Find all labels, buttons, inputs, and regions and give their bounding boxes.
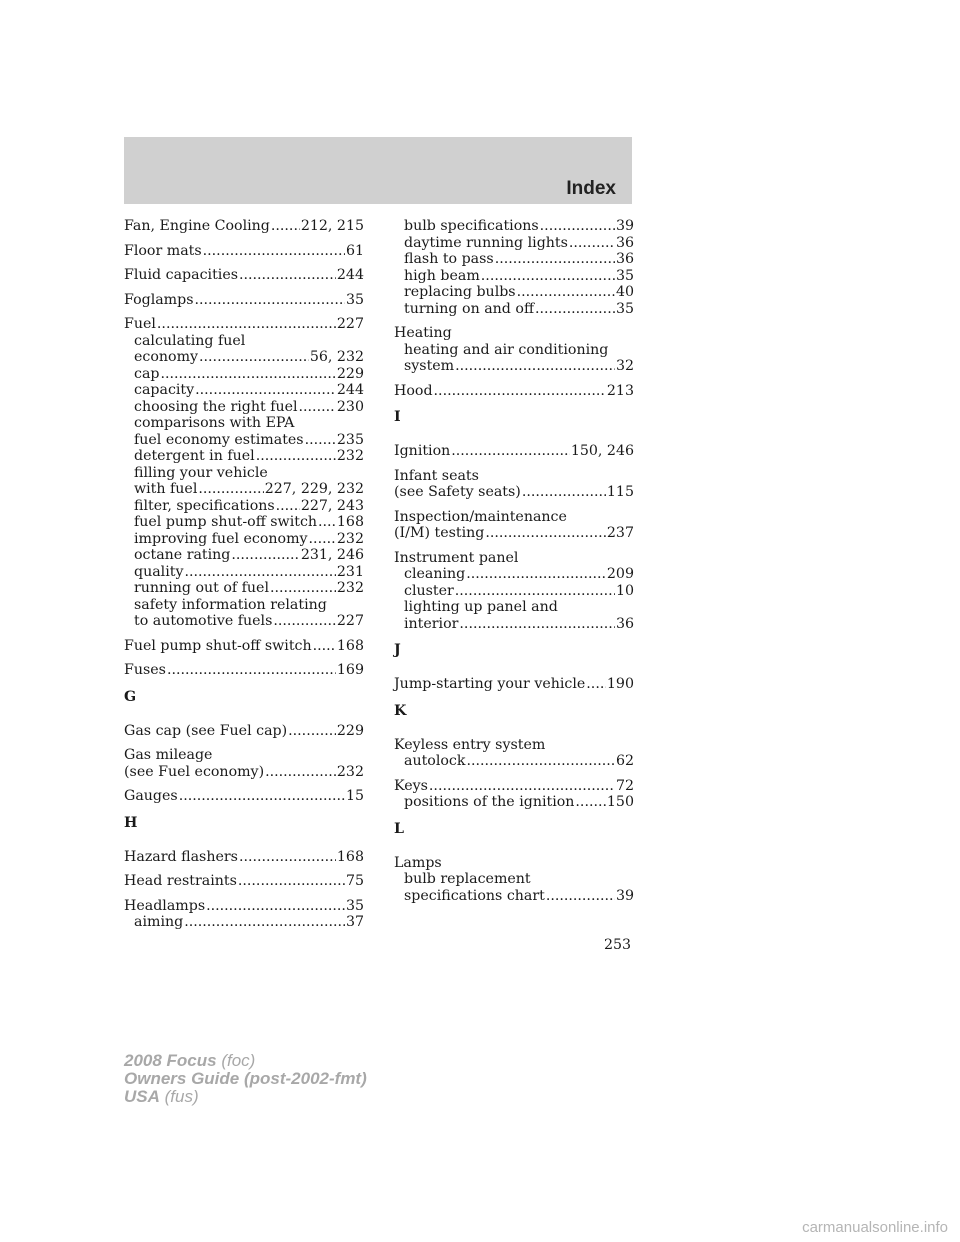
entry-page-ref: 39 xyxy=(615,887,634,904)
dot-leader xyxy=(271,218,300,235)
entry-page-ref: 32 xyxy=(615,358,634,374)
entry-page-ref: 244 xyxy=(336,382,364,398)
entry-text: Fuel pump shut-off switch xyxy=(124,637,312,654)
index-entry xyxy=(124,898,364,931)
index-entry xyxy=(124,243,364,260)
index-subentry xyxy=(394,342,634,359)
index-subentry xyxy=(124,382,364,399)
index-entry-line xyxy=(124,747,364,764)
entry-text: to automotive fuels xyxy=(134,613,273,629)
dot-leader xyxy=(238,873,345,890)
entry-text: high beam xyxy=(404,267,480,284)
index-subentry xyxy=(124,613,364,630)
dot-leader xyxy=(161,366,336,383)
index-entry xyxy=(394,778,634,811)
index-subentry xyxy=(124,914,364,931)
entry-text: flash to pass xyxy=(404,251,494,267)
entry-text: Instrument panel xyxy=(394,549,519,566)
entry-text: Fan, Engine Cooling xyxy=(124,218,270,234)
index-entry xyxy=(124,218,364,235)
index-entry xyxy=(124,747,364,780)
entry-page-ref: 231 xyxy=(336,563,364,580)
footer-guide: Owners Guide (post-2002-fmt) xyxy=(124,1069,367,1088)
entry-text: Keyless entry system xyxy=(394,736,546,753)
index-subentry xyxy=(394,753,634,770)
index-entry xyxy=(394,676,634,693)
dot-leader xyxy=(313,638,336,655)
entry-text: economy xyxy=(134,349,199,365)
dot-leader xyxy=(434,383,606,400)
entry-text: Hood xyxy=(394,382,433,399)
entry-text: (I/M) testing xyxy=(394,525,485,541)
entry-page-ref: 244 xyxy=(336,267,364,283)
entry-text: cleaning xyxy=(404,566,466,582)
index-subentry xyxy=(124,597,364,614)
dot-leader xyxy=(517,284,615,301)
index-section-letter: L xyxy=(394,820,404,837)
dot-leader xyxy=(265,764,336,781)
entry-page-ref: 212, 215 xyxy=(300,218,364,234)
dot-leader xyxy=(299,399,336,416)
index-entry xyxy=(394,325,634,375)
entry-page-ref: 15 xyxy=(345,788,364,804)
index-entry xyxy=(124,662,364,679)
entry-page-ref: 235 xyxy=(336,431,364,448)
dot-leader xyxy=(256,448,336,465)
index-subentry xyxy=(124,481,364,498)
index-entry-line xyxy=(394,550,634,567)
entry-page-ref: 37 xyxy=(345,914,364,930)
document-footer xyxy=(124,1052,367,1106)
entry-text: Gas cap (see Fuel cap) xyxy=(124,722,288,739)
dot-leader xyxy=(157,316,336,333)
entry-page-ref: 227, 243 xyxy=(300,497,364,514)
dot-leader xyxy=(429,778,615,795)
index-entry-line xyxy=(394,468,634,485)
index-subentry xyxy=(124,531,364,548)
entry-text: bulb specifications xyxy=(404,218,539,234)
dot-leader xyxy=(305,432,336,449)
entry-text: running out of fuel xyxy=(134,580,269,596)
index-entry xyxy=(124,873,364,890)
entry-page-ref: 227 xyxy=(336,316,364,332)
entry-page-ref: 150, 246 xyxy=(570,443,634,459)
entry-page-ref: 35 xyxy=(345,897,364,914)
entry-page-ref: 35 xyxy=(615,300,634,317)
dot-leader xyxy=(495,251,615,268)
dot-leader xyxy=(195,292,345,309)
dot-leader xyxy=(540,218,615,235)
dot-leader xyxy=(184,914,345,931)
entry-text: filter, specifications xyxy=(134,497,275,514)
dot-leader xyxy=(276,498,300,515)
entry-text: choosing the right fuel xyxy=(134,398,298,415)
entry-text: Ignition xyxy=(394,443,451,459)
entry-text: Fuses xyxy=(124,662,166,678)
entry-page-ref: 232 xyxy=(336,580,364,596)
footer-model: 2008 Focus xyxy=(124,1051,217,1070)
dot-leader xyxy=(239,267,336,284)
entry-text: Gas mileage xyxy=(124,747,213,763)
index-entry-line xyxy=(124,218,364,235)
entry-text: safety information relating xyxy=(134,596,327,613)
index-subentry xyxy=(394,235,634,252)
entry-page-ref: 232 xyxy=(336,530,364,547)
entry-text: interior xyxy=(404,615,459,632)
entry-page-ref: 10 xyxy=(615,582,634,599)
index-entry-line xyxy=(124,898,364,915)
index-subentry xyxy=(124,366,364,383)
entry-text: system xyxy=(404,358,455,374)
entry-text: improving fuel economy xyxy=(134,530,308,547)
index-entry-line xyxy=(394,325,634,342)
index-entry-line xyxy=(394,778,634,795)
index-entry-line xyxy=(124,849,364,866)
index-entry xyxy=(124,267,364,284)
index-subentry xyxy=(124,432,364,449)
dot-leader xyxy=(309,531,336,548)
entry-text: (see Safety seats) xyxy=(394,484,521,500)
dot-leader xyxy=(455,358,615,375)
dot-leader xyxy=(459,616,615,633)
index-subentry xyxy=(124,580,364,597)
index-section-letter: K xyxy=(394,702,407,719)
entry-page-ref: 115 xyxy=(606,484,634,500)
dot-leader xyxy=(451,443,570,460)
entry-text: Fuel xyxy=(124,316,156,332)
dot-leader xyxy=(575,794,605,811)
index-entry xyxy=(124,788,364,805)
entry-text: specifications chart xyxy=(404,887,545,904)
page-title: Index xyxy=(566,178,616,199)
index-entry xyxy=(394,509,634,542)
index-entry xyxy=(124,723,364,740)
index-entry-line xyxy=(124,723,364,740)
entry-page-ref: 229 xyxy=(336,722,364,739)
entry-text: Inspection/maintenance xyxy=(394,508,567,525)
dot-leader xyxy=(195,382,336,399)
entry-page-ref: 190 xyxy=(606,676,634,692)
entry-page-ref: 75 xyxy=(345,873,364,889)
entry-text: turning on and off xyxy=(404,300,535,317)
index-subentry xyxy=(124,349,364,366)
entry-page-ref: 35 xyxy=(345,291,364,308)
index-entry-line xyxy=(394,676,634,693)
entry-page-ref: 231, 246 xyxy=(300,547,364,563)
entry-text: fuel economy estimates xyxy=(134,431,304,448)
entry-text: Fluid capacities xyxy=(124,267,238,283)
index-subentry xyxy=(394,566,634,583)
entry-text: fuel pump shut-off switch xyxy=(134,514,318,530)
entry-page-ref: 40 xyxy=(615,284,634,300)
footer-market-code: (fus) xyxy=(164,1087,199,1106)
index-subentry xyxy=(394,888,634,905)
index-subentry xyxy=(124,514,364,531)
index-subentry xyxy=(394,358,634,375)
footer-model-code: (foc) xyxy=(221,1051,256,1070)
entry-page-ref: 36 xyxy=(615,615,634,632)
entry-text: Jump-starting your vehicle xyxy=(394,676,586,692)
index-entry-line xyxy=(124,873,364,890)
entry-page-ref: 227 xyxy=(336,613,364,629)
entry-page-ref: 36 xyxy=(615,251,634,267)
entry-page-ref: 168 xyxy=(336,637,364,654)
index-column-left xyxy=(124,218,364,939)
index-entry xyxy=(124,638,364,655)
dot-leader xyxy=(586,676,606,693)
dot-leader xyxy=(485,525,606,542)
entry-text: replacing bulbs xyxy=(404,284,516,300)
footer-market: USA xyxy=(124,1087,160,1106)
index-entry-line xyxy=(124,243,364,260)
index-entry-line xyxy=(394,737,634,754)
index-entry xyxy=(394,855,634,905)
entry-text: Foglamps xyxy=(124,291,194,308)
entry-page-ref: 72 xyxy=(615,777,634,794)
dot-leader xyxy=(481,268,615,285)
dot-leader xyxy=(203,243,345,260)
page-number: 253 xyxy=(604,937,632,953)
index-subentry xyxy=(394,794,634,811)
entry-text: calculating fuel xyxy=(134,332,246,349)
index-subentry xyxy=(124,498,364,515)
entry-text: cluster xyxy=(404,582,454,599)
index-entry xyxy=(394,550,634,633)
index-entry-line xyxy=(394,509,634,526)
index-subentry xyxy=(394,268,634,285)
index-entry-line xyxy=(124,316,364,333)
entry-text: comparisons with EPA xyxy=(134,415,295,431)
index-entry-line xyxy=(124,638,364,655)
index-entry xyxy=(394,383,634,400)
dot-leader xyxy=(535,301,615,318)
index-subentry xyxy=(394,218,634,235)
entry-text: Gauges xyxy=(124,788,178,804)
entry-text: Floor mats xyxy=(124,242,202,259)
index-subentry xyxy=(124,399,364,416)
entry-page-ref: 213 xyxy=(606,382,634,399)
index-entry xyxy=(124,849,364,866)
index-entry-line xyxy=(124,788,364,805)
dot-leader xyxy=(179,788,345,805)
entry-page-ref: 232 xyxy=(336,448,364,464)
index-entry xyxy=(394,218,634,317)
index-entry-line xyxy=(394,383,634,400)
dot-leader xyxy=(273,613,336,630)
index-entry xyxy=(394,443,634,460)
index-section-letter: J xyxy=(394,642,401,658)
entry-page-ref: 229 xyxy=(336,365,364,382)
index-entry-line xyxy=(394,855,634,872)
dot-leader xyxy=(569,235,615,252)
entry-text: heating and air conditioning xyxy=(404,341,609,358)
entry-page-ref: 237 xyxy=(606,525,634,541)
entry-page-ref: 209 xyxy=(606,566,634,582)
index-entry-line xyxy=(394,443,634,460)
entry-page-ref: 168 xyxy=(336,514,364,530)
entry-text: lighting up panel and xyxy=(404,599,558,615)
entry-page-ref: 150 xyxy=(606,794,634,810)
index-subentry xyxy=(394,871,634,888)
entry-text: filling your vehicle xyxy=(134,464,268,481)
index-entry-line xyxy=(124,267,364,284)
dot-leader xyxy=(239,849,336,866)
entry-text: cap xyxy=(134,365,160,382)
dot-leader xyxy=(167,662,336,679)
entry-page-ref: 62 xyxy=(615,753,634,769)
index-entry-line xyxy=(124,764,364,781)
dot-leader xyxy=(270,580,336,597)
index-entry-line xyxy=(394,525,634,542)
entry-text: Lamps xyxy=(394,854,442,871)
entry-text: positions of the ignition xyxy=(404,794,575,810)
dot-leader xyxy=(546,888,615,905)
watermark: carmanualsonline.info xyxy=(802,1219,948,1236)
entry-text: capacity xyxy=(134,382,195,398)
index-entry xyxy=(394,737,634,770)
entry-page-ref: 230 xyxy=(336,398,364,415)
entry-text: aiming xyxy=(134,914,184,930)
entry-page-ref: 169 xyxy=(336,662,364,678)
index-section-letter: H xyxy=(124,814,138,831)
entry-text: with fuel xyxy=(134,481,198,497)
index-column-right xyxy=(394,218,634,912)
entry-text: detergent in fuel xyxy=(134,448,255,464)
index-entry xyxy=(394,468,634,501)
index-subentry xyxy=(124,333,364,350)
dot-leader xyxy=(466,566,606,583)
entry-page-ref: 36 xyxy=(615,234,634,251)
dot-leader xyxy=(288,723,336,740)
index-subentry xyxy=(394,583,634,600)
index-subentry xyxy=(124,564,364,581)
index-subentry xyxy=(124,547,364,564)
entry-page-ref: 35 xyxy=(615,267,634,284)
entry-text: Infant seats xyxy=(394,467,479,484)
dot-leader xyxy=(318,514,336,531)
entry-text: Head restraints xyxy=(124,873,237,889)
entry-page-ref: 39 xyxy=(615,218,634,234)
index-section-letter: I xyxy=(394,409,401,425)
dot-leader xyxy=(522,484,606,501)
dot-leader xyxy=(198,481,263,498)
index-entry-line xyxy=(124,292,364,309)
entry-text: octane rating xyxy=(134,547,231,563)
index-subentry xyxy=(124,415,364,432)
index-subentry xyxy=(394,599,634,616)
entry-page-ref: 61 xyxy=(345,242,364,259)
index-subentry xyxy=(394,616,634,633)
index-subentry xyxy=(124,465,364,482)
index-entry-line xyxy=(124,662,364,679)
entry-text: Keys xyxy=(394,777,428,794)
entry-page-ref: 232 xyxy=(336,763,364,780)
index-entry xyxy=(124,292,364,309)
index-section-letter: G xyxy=(124,688,137,705)
dot-leader xyxy=(231,547,299,564)
header-band xyxy=(124,137,632,204)
dot-leader xyxy=(206,898,345,915)
entry-text: daytime running lights xyxy=(404,234,568,251)
entry-page-ref: 227, 229, 232 xyxy=(264,481,364,497)
entry-text: (see Fuel economy) xyxy=(124,763,265,780)
index-subentry xyxy=(394,251,634,268)
dot-leader xyxy=(455,583,615,600)
entry-text: Headlamps xyxy=(124,897,206,914)
index-subentry xyxy=(394,284,634,301)
entry-text: quality xyxy=(134,563,184,580)
entry-text: bulb replacement xyxy=(404,871,531,887)
index-entry-line xyxy=(394,484,634,501)
dot-leader xyxy=(466,753,614,770)
entry-page-ref: 56, 232 xyxy=(309,349,364,365)
entry-text: Heating xyxy=(394,325,452,341)
dot-leader xyxy=(199,349,309,366)
entry-page-ref: 168 xyxy=(336,848,364,865)
index-subentry xyxy=(124,448,364,465)
index-entry xyxy=(124,316,364,630)
index-subentry xyxy=(394,301,634,318)
entry-text: autolock xyxy=(404,753,466,769)
dot-leader xyxy=(184,564,335,581)
entry-text: Hazard flashers xyxy=(124,848,238,865)
